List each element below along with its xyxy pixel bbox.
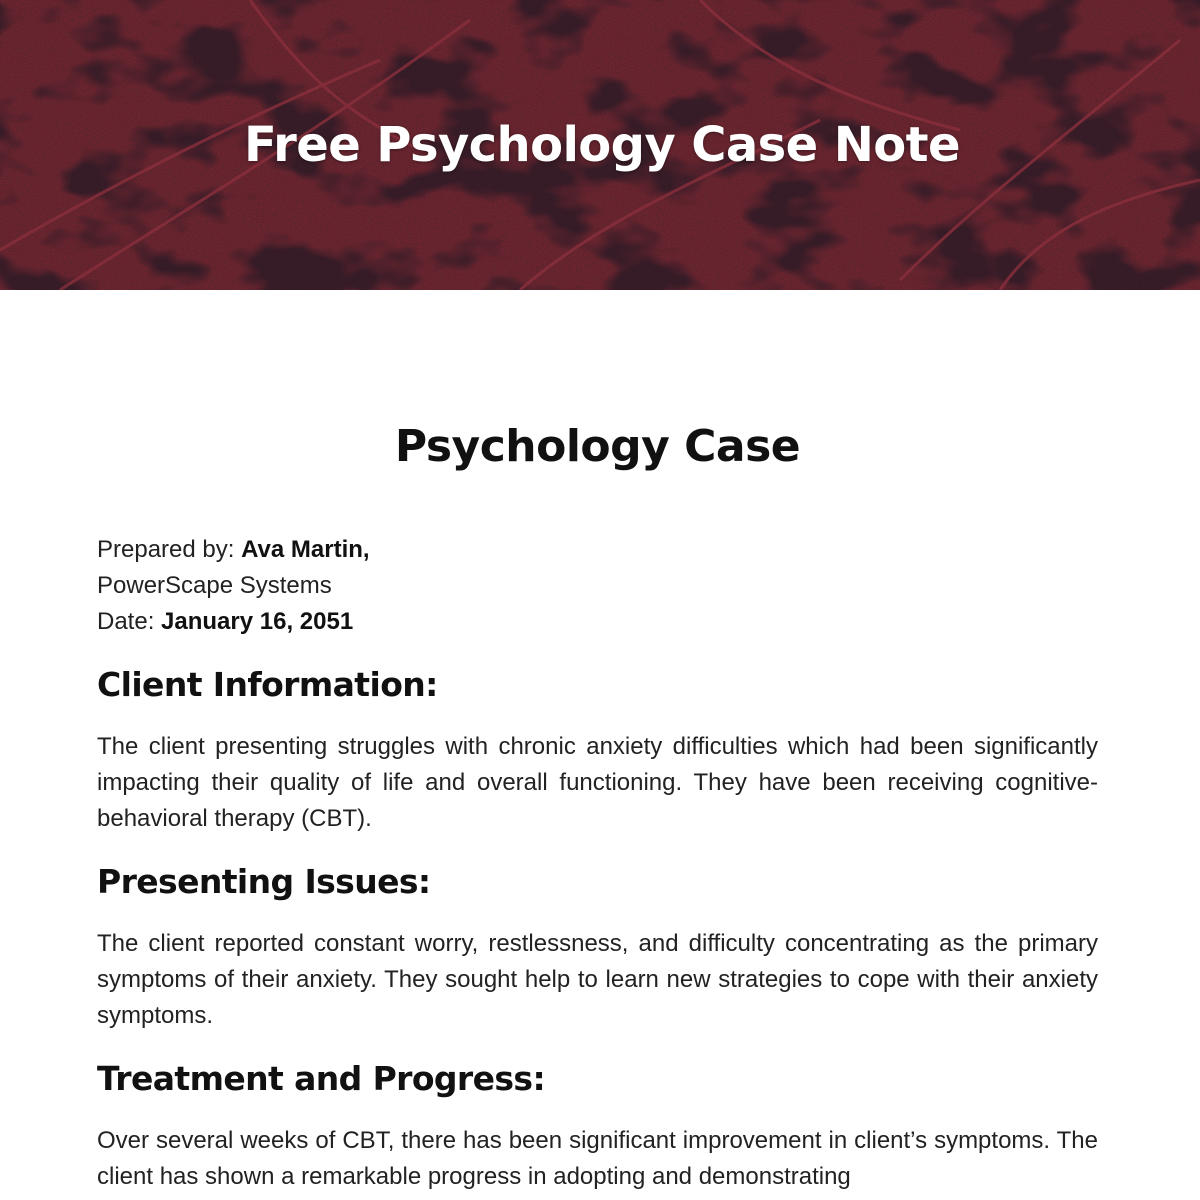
section-heading-client-information: Client Information: bbox=[97, 665, 438, 704]
prepared-by-line bbox=[97, 532, 1098, 568]
date-value: January 16, 2051 bbox=[161, 608, 354, 635]
organization-name: PowerScape Systems bbox=[97, 572, 332, 599]
section-body-treatment-progress: Over several weeks of CBT, there has been significant improvement in client’s symptoms. The client has shown a remarkable progress in adopting and demonstrating bbox=[97, 1127, 1098, 1190]
date-line bbox=[97, 604, 1098, 640]
prepared-by-name: Ava Martin, bbox=[241, 536, 370, 563]
section-body-client-information: The client presenting struggles with chronic anxiety difficulties which had been significantly impacting their quality of life and overall functioning. They have been receiving cognitive-behavioral therapy (CBT). bbox=[97, 733, 1098, 832]
header-banner bbox=[0, 0, 1200, 290]
section-body-presenting-issues: The client reported constant worry, restlessness, and difficulty concentrating as the primary symptoms of their anxiety. They sought help to learn new strategies to cope with their anxiety symptoms. bbox=[97, 930, 1098, 1029]
document-title: Psychology Case bbox=[394, 421, 801, 472]
banner-title: Free Psychology Case Note bbox=[244, 117, 960, 173]
prepared-by-label: Prepared by: bbox=[97, 536, 242, 563]
section-heading-treatment-progress: Treatment and Progress: bbox=[97, 1059, 546, 1098]
section-heading-presenting-issues: Presenting Issues: bbox=[97, 862, 431, 901]
document-meta bbox=[97, 532, 1098, 640]
date-label: Date: bbox=[97, 608, 162, 635]
